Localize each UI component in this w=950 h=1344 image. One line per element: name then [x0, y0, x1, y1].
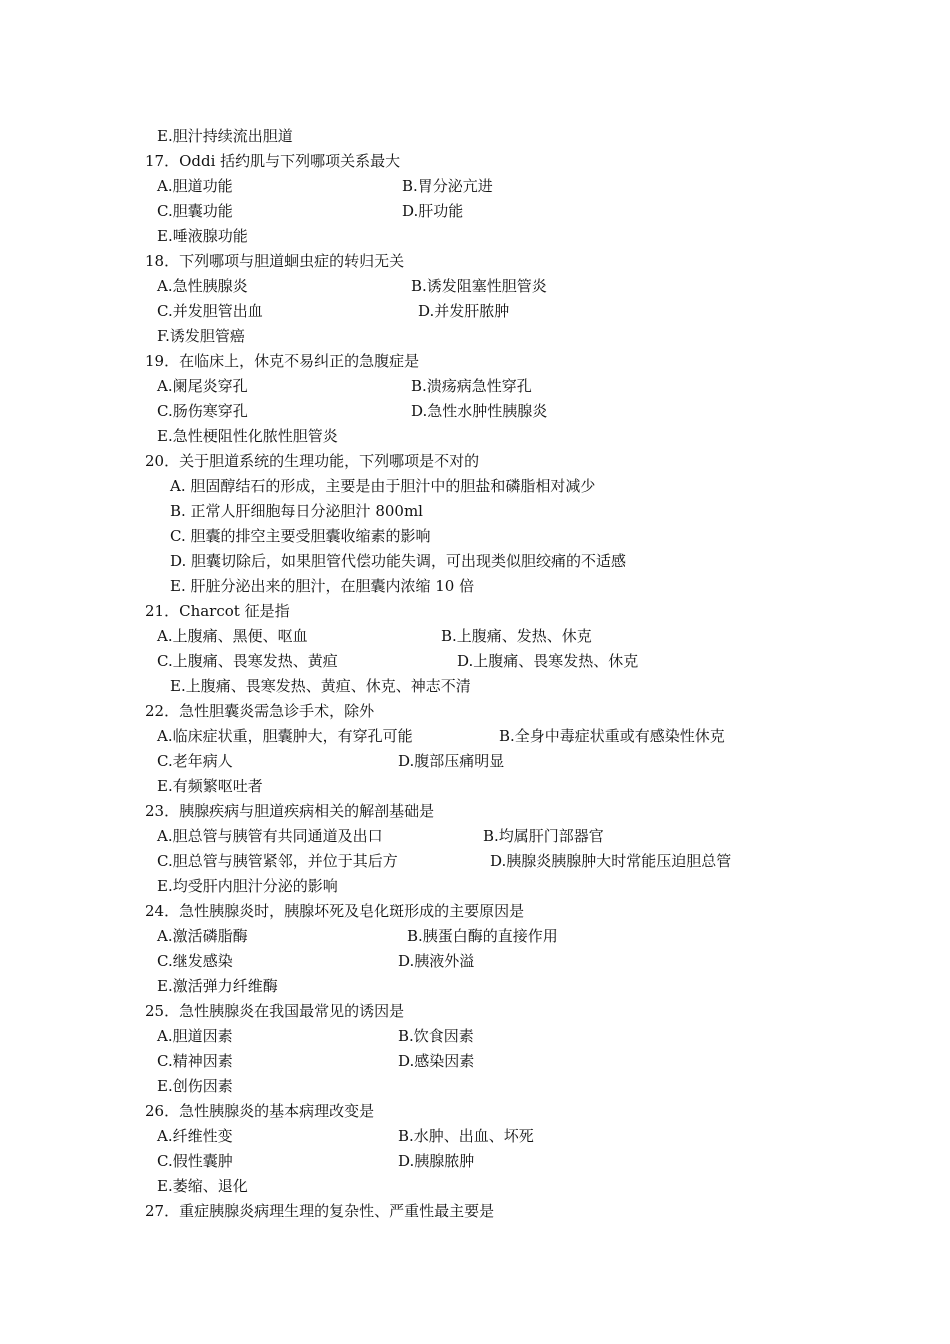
option-a-q20: A. 胆固醇结石的形成，主要是由于胆汁中的胆盐和磷脂相对减少: [170, 477, 596, 495]
question-19: 19．在临床上，休克不易纠正的急腹症是: [145, 352, 420, 370]
option-b-q21: B.上腹痛、发热、休克: [441, 627, 592, 645]
option-c-q18: C.并发胆管出血: [157, 302, 263, 320]
question-18: 18．下列哪项与胆道蛔虫症的转归无关: [145, 252, 405, 270]
option-e-q19: E.急性梗阻性化脓性胆管炎: [157, 427, 338, 445]
option-b-q23: B.均属肝门部器官: [483, 827, 604, 845]
option-b-q25: B.饮食因素: [398, 1027, 474, 1045]
option-a-q26: A.纤维性变: [157, 1127, 233, 1145]
option-b-q24: B.胰蛋白酶的直接作用: [407, 927, 558, 945]
option-d-q20: D. 胆囊切除后，如果胆管代偿功能失调，可出现类似胆绞痛的不适感: [170, 552, 627, 570]
option-a-q17: A.胆道功能: [157, 177, 233, 195]
option-c-q19: C.肠伤寒穿孔: [157, 402, 248, 420]
option-d-q21: D.上腹痛、畏寒发热、休克: [457, 652, 639, 670]
option-d-q19: D.急性水肿性胰腺炎: [411, 402, 548, 420]
question-24: 24．急性胰腺炎时，胰腺坏死及皂化斑形成的主要原因是: [145, 902, 525, 920]
question-17: 17．Oddi 括约肌与下列哪项关系最大: [145, 152, 401, 170]
option-b-q22: B.全身中毒症状重或有感染性休克: [499, 727, 725, 745]
option-c-q24: C.继发感染: [157, 952, 233, 970]
option-d-q17: D.肝功能: [402, 202, 464, 220]
option-d-q23: D.胰腺炎胰腺肿大时常能压迫胆总管: [490, 852, 732, 870]
option-d-q22: D.腹部压痛明显: [398, 752, 505, 770]
option-f-q18: F.诱发胆管癌: [157, 327, 245, 345]
option-b-q19: B.溃疡病急性穿孔: [411, 377, 532, 395]
option-e-q17: E.唾液腺功能: [157, 227, 248, 245]
option-e-q24: E.激活弹力纤维酶: [157, 977, 278, 995]
option-c-q25: C.精神因素: [157, 1052, 233, 1070]
option-c-q22: C.老年病人: [157, 752, 233, 770]
option-e-q26: E.萎缩、退化: [157, 1177, 248, 1195]
question-27: 27．重症胰腺炎病理生理的复杂性、严重性最主要是: [145, 1202, 495, 1220]
option-a-q24: A.激活磷脂酶: [157, 927, 248, 945]
option-e-q20: E. 肝脏分泌出来的胆汁，在胆囊内浓缩 10 倍: [170, 577, 475, 595]
option-e-q25: E.创伤因素: [157, 1077, 233, 1095]
option-d-q25: D.感染因素: [398, 1052, 475, 1070]
question-23: 23．胰腺疾病与胆道疾病相关的解剖基础是: [145, 802, 435, 820]
option-e-q22: E.有频繁呕吐者: [157, 777, 263, 795]
option-e-q21: E.上腹痛、畏寒发热、黄疸、休克、神志不清: [170, 677, 471, 695]
question-26: 26．急性胰腺炎的基本病理改变是: [145, 1102, 375, 1120]
option-e-q23: E.均受肝内胆汁分泌的影响: [157, 877, 338, 895]
question-25: 25．急性胰腺炎在我国最常见的诱因是: [145, 1002, 405, 1020]
option-a-q18: A.急性胰腺炎: [157, 277, 248, 295]
option-a-q23: A.胆总管与胰管有共同通道及出口: [157, 827, 383, 845]
option-a-q21: A.上腹痛、黑便、呕血: [157, 627, 308, 645]
option-b-q17: B.胃分泌亢进: [402, 177, 493, 195]
question-21: 21．Charcot 征是指: [145, 602, 290, 620]
option-a-q22: A.临床症状重，胆囊肿大，有穿孔可能: [157, 727, 413, 745]
option-a-q25: A.胆道因素: [157, 1027, 233, 1045]
option-b-q20: B. 正常人肝细胞每日分泌胆汁 800ml: [170, 502, 423, 520]
option-a-q19: A.阑尾炎穿孔: [157, 377, 248, 395]
question-22: 22．急性胆囊炎需急诊手术，除外: [145, 702, 375, 720]
option-d-q26: D.胰腺脓肿: [398, 1152, 475, 1170]
option-c-q20: C. 胆囊的排空主要受胆囊收缩素的影响: [170, 527, 431, 545]
option-e-q16: E.胆汁持续流出胆道: [157, 127, 293, 145]
option-c-q23: C.胆总管与胰管紧邻，并位于其后方: [157, 852, 398, 870]
option-c-q26: C.假性囊肿: [157, 1152, 233, 1170]
question-20: 20．关于胆道系统的生理功能，下列哪项是不对的: [145, 452, 480, 470]
option-b-q18: B.诱发阻塞性胆管炎: [411, 277, 547, 295]
option-c-q21: C.上腹痛、畏寒发热、黄疸: [157, 652, 338, 670]
option-b-q26: B.水肿、出血、坏死: [398, 1127, 534, 1145]
option-d-q24: D.胰液外溢: [398, 952, 475, 970]
option-d-q18: D.并发肝脓肿: [418, 302, 510, 320]
option-c-q17: C.胆囊功能: [157, 202, 233, 220]
